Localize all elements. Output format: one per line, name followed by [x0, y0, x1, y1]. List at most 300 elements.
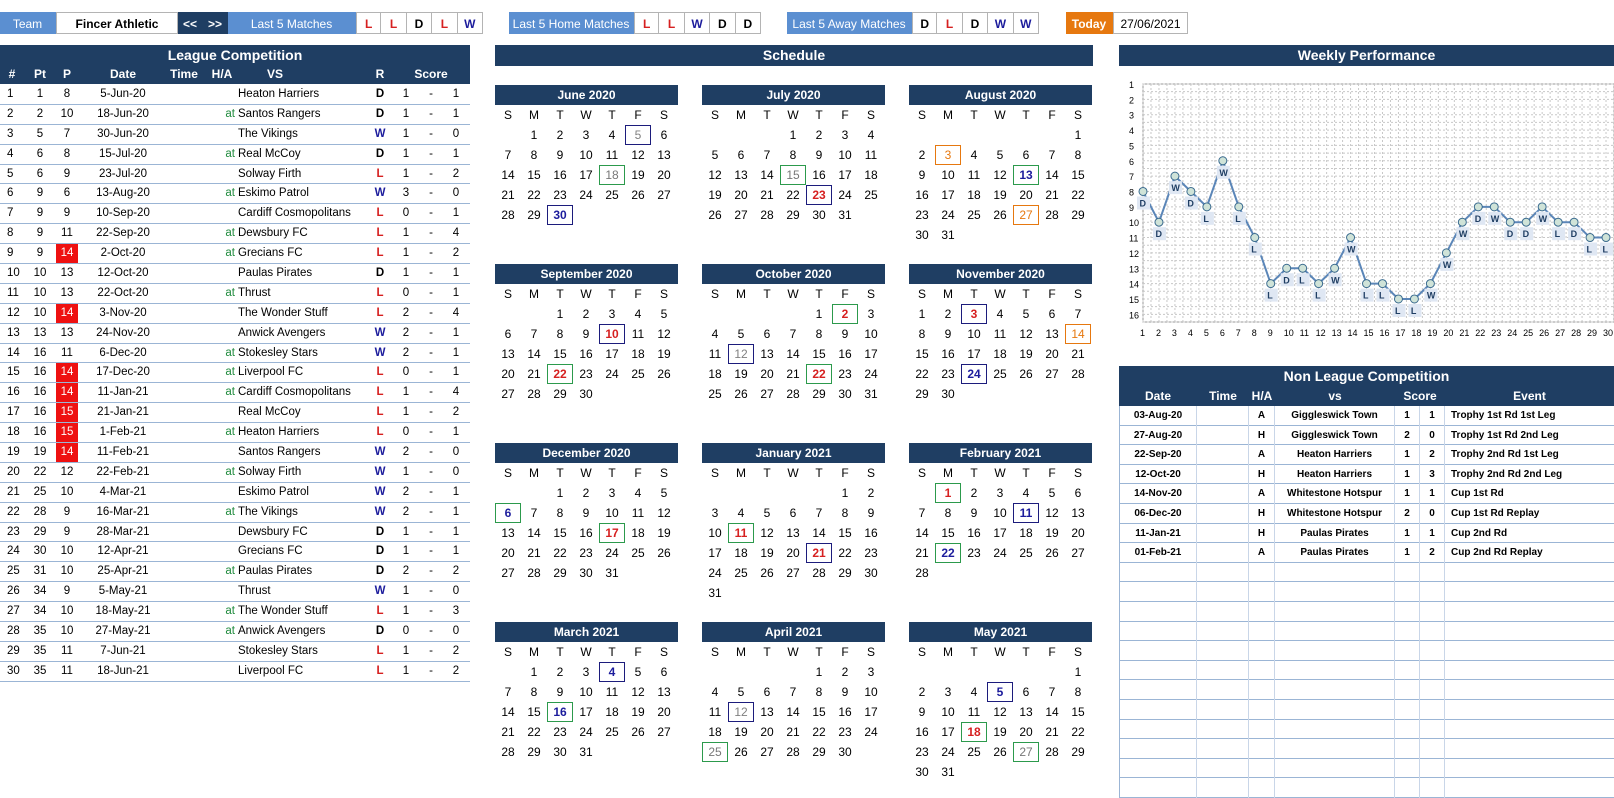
- calendar-day[interactable]: 8: [918, 327, 926, 341]
- match-day[interactable]: 12: [728, 702, 754, 722]
- calendar-day[interactable]: 3: [582, 665, 590, 679]
- calendar-day[interactable]: 25: [605, 188, 619, 202]
- calendar-day[interactable]: 20: [501, 367, 515, 381]
- calendar-day[interactable]: 13: [1045, 327, 1059, 341]
- table-row[interactable]: [1119, 465, 1614, 485]
- calendar-day[interactable]: 6: [660, 665, 668, 679]
- table-row[interactable]: [1119, 406, 1614, 426]
- calendar-day[interactable]: 9: [841, 327, 849, 341]
- calendar-day[interactable]: 5: [660, 486, 668, 500]
- calendar-day[interactable]: 6: [504, 327, 512, 341]
- calendar-day[interactable]: 19: [1045, 526, 1059, 540]
- calendar-day[interactable]: 6: [1048, 307, 1056, 321]
- calendar-day[interactable]: 27: [657, 725, 671, 739]
- match-day[interactable]: 22: [935, 543, 961, 563]
- calendar-day[interactable]: 19: [708, 188, 722, 202]
- calendar-day[interactable]: 15: [527, 705, 541, 719]
- calendar-day[interactable]: 10: [579, 685, 593, 699]
- calendar-day[interactable]: 8: [789, 148, 797, 162]
- calendar-day[interactable]: 24: [993, 546, 1007, 560]
- calendar-day[interactable]: 14: [501, 705, 515, 719]
- match-day[interactable]: 23: [806, 185, 832, 205]
- calendar-day[interactable]: 1: [789, 128, 797, 142]
- calendar-day[interactable]: 27: [786, 566, 800, 580]
- calendar-day[interactable]: 20: [657, 705, 671, 719]
- calendar-day[interactable]: 17: [864, 347, 878, 361]
- calendar-day[interactable]: 2: [841, 665, 849, 679]
- empty-row[interactable]: [1119, 739, 1614, 759]
- calendar-day[interactable]: 5: [1048, 486, 1056, 500]
- empty-row[interactable]: [1119, 563, 1614, 583]
- calendar-day[interactable]: 2: [970, 486, 978, 500]
- calendar-day[interactable]: 5: [737, 327, 745, 341]
- calendar-day[interactable]: 27: [501, 387, 515, 401]
- match-day[interactable]: 5: [987, 682, 1013, 702]
- calendar-day[interactable]: 21: [527, 367, 541, 381]
- calendar-day[interactable]: 14: [915, 526, 929, 540]
- calendar-day[interactable]: 15: [915, 347, 929, 361]
- calendar-day[interactable]: 2: [582, 307, 590, 321]
- calendar-day[interactable]: 3: [608, 486, 616, 500]
- calendar-day[interactable]: 28: [527, 387, 541, 401]
- calendar-day[interactable]: 16: [838, 347, 852, 361]
- calendar-day[interactable]: 15: [1071, 705, 1085, 719]
- calendar-day[interactable]: 8: [815, 327, 823, 341]
- calendar-day[interactable]: 23: [579, 546, 593, 560]
- calendar-day[interactable]: 25: [631, 546, 645, 560]
- match-day[interactable]: 14: [1065, 324, 1091, 344]
- calendar-day[interactable]: 26: [1045, 546, 1059, 560]
- calendar-day[interactable]: 27: [1045, 367, 1059, 381]
- calendar-day[interactable]: 4: [970, 685, 978, 699]
- calendar-day[interactable]: 7: [504, 685, 512, 699]
- table-row[interactable]: [0, 105, 470, 125]
- calendar-day[interactable]: 23: [838, 367, 852, 381]
- empty-row[interactable]: [1119, 680, 1614, 700]
- calendar-day[interactable]: 30: [941, 387, 955, 401]
- calendar-day[interactable]: 21: [786, 367, 800, 381]
- calendar-day[interactable]: 11: [605, 685, 619, 699]
- calendar-day[interactable]: 12: [1019, 327, 1033, 341]
- calendar-day[interactable]: 13: [1071, 506, 1085, 520]
- calendar-day[interactable]: 4: [634, 307, 642, 321]
- calendar-day[interactable]: 7: [504, 148, 512, 162]
- table-row[interactable]: [0, 383, 470, 403]
- table-row[interactable]: [0, 244, 470, 264]
- calendar-day[interactable]: 27: [657, 188, 671, 202]
- calendar-day[interactable]: 5: [1022, 307, 1030, 321]
- calendar-day[interactable]: 7: [789, 685, 797, 699]
- calendar-day[interactable]: 8: [815, 685, 823, 699]
- table-row[interactable]: [0, 403, 470, 423]
- calendar-day[interactable]: 23: [553, 725, 567, 739]
- calendar-day[interactable]: 20: [657, 168, 671, 182]
- calendar-day[interactable]: 4: [1022, 486, 1030, 500]
- calendar-day[interactable]: 4: [711, 327, 719, 341]
- calendar-day[interactable]: 23: [915, 745, 929, 759]
- calendar-day[interactable]: 12: [1045, 506, 1059, 520]
- calendar-day[interactable]: 7: [1074, 307, 1082, 321]
- calendar-day[interactable]: 22: [786, 188, 800, 202]
- calendar-day[interactable]: 16: [915, 725, 929, 739]
- calendar-day[interactable]: 18: [993, 347, 1007, 361]
- calendar-day[interactable]: 6: [789, 506, 797, 520]
- calendar-day[interactable]: 8: [556, 327, 564, 341]
- calendar-day[interactable]: 3: [996, 486, 1004, 500]
- match-day[interactable]: 4: [599, 662, 625, 682]
- calendar-day[interactable]: 1: [556, 307, 564, 321]
- match-day[interactable]: 21: [806, 543, 832, 563]
- calendar-day[interactable]: 15: [553, 347, 567, 361]
- calendar-day[interactable]: 19: [657, 347, 671, 361]
- calendar-day[interactable]: 21: [501, 725, 515, 739]
- calendar-day[interactable]: 9: [918, 168, 926, 182]
- calendar-day[interactable]: 1: [1074, 665, 1082, 679]
- empty-row[interactable]: [1119, 582, 1614, 602]
- calendar-day[interactable]: 1: [841, 486, 849, 500]
- calendar-day[interactable]: 17: [708, 546, 722, 560]
- calendar-day[interactable]: 19: [734, 725, 748, 739]
- calendar-day[interactable]: 2: [582, 486, 590, 500]
- calendar-day[interactable]: 17: [838, 168, 852, 182]
- calendar-day[interactable]: 10: [941, 705, 955, 719]
- calendar-day[interactable]: 17: [941, 725, 955, 739]
- calendar-day[interactable]: 28: [760, 208, 774, 222]
- calendar-day[interactable]: 28: [527, 566, 541, 580]
- calendar-day[interactable]: 16: [864, 526, 878, 540]
- calendar-day[interactable]: 25: [864, 188, 878, 202]
- calendar-day[interactable]: 5: [763, 506, 771, 520]
- calendar-day[interactable]: 18: [708, 725, 722, 739]
- calendar-day[interactable]: 12: [760, 526, 774, 540]
- match-day[interactable]: 1: [935, 483, 961, 503]
- calendar-day[interactable]: 5: [660, 307, 668, 321]
- calendar-day[interactable]: 21: [527, 546, 541, 560]
- calendar-day[interactable]: 29: [1071, 208, 1085, 222]
- calendar-day[interactable]: 12: [708, 168, 722, 182]
- calendar-day[interactable]: 16: [553, 168, 567, 182]
- calendar-day[interactable]: 21: [501, 188, 515, 202]
- calendar-day[interactable]: 1: [815, 307, 823, 321]
- calendar-day[interactable]: 9: [556, 148, 564, 162]
- calendar-day[interactable]: 17: [579, 168, 593, 182]
- calendar-day[interactable]: 16: [579, 526, 593, 540]
- calendar-day[interactable]: 7: [1048, 685, 1056, 699]
- calendar-day[interactable]: 29: [786, 208, 800, 222]
- calendar-day[interactable]: 29: [812, 387, 826, 401]
- table-row[interactable]: [1119, 426, 1614, 446]
- calendar-day[interactable]: 29: [527, 745, 541, 759]
- calendar-day[interactable]: 9: [944, 327, 952, 341]
- calendar-day[interactable]: 26: [631, 725, 645, 739]
- calendar-day[interactable]: 11: [605, 148, 619, 162]
- match-day[interactable]: 24: [961, 364, 987, 384]
- calendar-day[interactable]: 27: [760, 745, 774, 759]
- calendar-day[interactable]: 12: [657, 327, 671, 341]
- calendar-day[interactable]: 1: [556, 486, 564, 500]
- calendar-day[interactable]: 31: [605, 566, 619, 580]
- calendar-day[interactable]: 4: [970, 148, 978, 162]
- calendar-day[interactable]: 24: [605, 367, 619, 381]
- calendar-day[interactable]: 28: [812, 566, 826, 580]
- calendar-day[interactable]: 26: [1019, 367, 1033, 381]
- table-row[interactable]: [0, 483, 470, 503]
- prev-team-button[interactable]: <<: [178, 12, 203, 34]
- calendar-day[interactable]: 22: [553, 546, 567, 560]
- calendar-day[interactable]: 20: [1071, 526, 1085, 540]
- calendar-day[interactable]: 30: [812, 208, 826, 222]
- calendar-day[interactable]: 24: [864, 367, 878, 381]
- calendar-day[interactable]: 22: [527, 725, 541, 739]
- calendar-day[interactable]: 20: [786, 546, 800, 560]
- match-day[interactable]: 18: [599, 165, 625, 185]
- calendar-day[interactable]: 29: [812, 745, 826, 759]
- calendar-day[interactable]: 31: [864, 387, 878, 401]
- calendar-day[interactable]: 10: [838, 148, 852, 162]
- table-row[interactable]: [0, 344, 470, 364]
- table-row[interactable]: [0, 443, 470, 463]
- table-row[interactable]: [1119, 543, 1614, 563]
- calendar-day[interactable]: 19: [760, 546, 774, 560]
- match-day[interactable]: 22: [806, 364, 832, 384]
- match-day[interactable]: 11: [728, 523, 754, 543]
- calendar-day[interactable]: 28: [501, 208, 515, 222]
- calendar-day[interactable]: 14: [760, 168, 774, 182]
- calendar-day[interactable]: 6: [1074, 486, 1082, 500]
- empty-row[interactable]: [1119, 759, 1614, 779]
- calendar-day[interactable]: 7: [918, 506, 926, 520]
- next-team-button[interactable]: >>: [203, 12, 228, 34]
- calendar-day[interactable]: 16: [941, 347, 955, 361]
- empty-row[interactable]: [1119, 661, 1614, 681]
- match-day[interactable]: 11: [1013, 503, 1039, 523]
- calendar-day[interactable]: 6: [1022, 148, 1030, 162]
- calendar-day[interactable]: 25: [734, 566, 748, 580]
- calendar-day[interactable]: 13: [501, 526, 515, 540]
- calendar-day[interactable]: 21: [760, 188, 774, 202]
- calendar-day[interactable]: 7: [789, 327, 797, 341]
- table-row[interactable]: [0, 523, 470, 543]
- calendar-day[interactable]: 7: [815, 506, 823, 520]
- calendar-day[interactable]: 8: [841, 506, 849, 520]
- calendar-day[interactable]: 3: [867, 307, 875, 321]
- calendar-day[interactable]: 31: [579, 745, 593, 759]
- calendar-day[interactable]: 25: [1019, 546, 1033, 560]
- calendar-day[interactable]: 8: [556, 506, 564, 520]
- calendar-day[interactable]: 2: [556, 665, 564, 679]
- calendar-day[interactable]: 15: [941, 526, 955, 540]
- calendar-day[interactable]: 9: [815, 148, 823, 162]
- calendar-day[interactable]: 26: [993, 208, 1007, 222]
- calendar-day[interactable]: 8: [530, 148, 538, 162]
- calendar-day[interactable]: 4: [711, 685, 719, 699]
- calendar-day[interactable]: 29: [838, 566, 852, 580]
- calendar-day[interactable]: 23: [838, 725, 852, 739]
- calendar-day[interactable]: 25: [605, 725, 619, 739]
- calendar-day[interactable]: 22: [838, 546, 852, 560]
- table-row[interactable]: [0, 165, 470, 185]
- calendar-day[interactable]: 3: [944, 685, 952, 699]
- calendar-day[interactable]: 21: [786, 725, 800, 739]
- table-row[interactable]: [0, 562, 470, 582]
- calendar-day[interactable]: 10: [864, 685, 878, 699]
- calendar-day[interactable]: 14: [1045, 705, 1059, 719]
- match-day[interactable]: 3: [961, 304, 987, 324]
- calendar-day[interactable]: 17: [579, 705, 593, 719]
- calendar-day[interactable]: 1: [1074, 128, 1082, 142]
- calendar-day[interactable]: 20: [734, 188, 748, 202]
- calendar-day[interactable]: 16: [812, 168, 826, 182]
- calendar-day[interactable]: 7: [530, 506, 538, 520]
- match-day[interactable]: 30: [547, 205, 573, 225]
- calendar-day[interactable]: 14: [527, 347, 541, 361]
- empty-row[interactable]: [1119, 641, 1614, 661]
- calendar-day[interactable]: 19: [993, 188, 1007, 202]
- calendar-day[interactable]: 21: [1045, 725, 1059, 739]
- calendar-day[interactable]: 25: [631, 367, 645, 381]
- calendar-day[interactable]: 13: [501, 347, 515, 361]
- calendar-day[interactable]: 27: [1071, 546, 1085, 560]
- match-day[interactable]: 27: [1013, 205, 1039, 225]
- table-row[interactable]: [0, 304, 470, 324]
- calendar-day[interactable]: 23: [967, 546, 981, 560]
- calendar-day[interactable]: 13: [760, 347, 774, 361]
- calendar-day[interactable]: 2: [918, 148, 926, 162]
- calendar-day[interactable]: 14: [1045, 168, 1059, 182]
- calendar-day[interactable]: 26: [734, 745, 748, 759]
- calendar-day[interactable]: 15: [838, 526, 852, 540]
- calendar-day[interactable]: 26: [631, 188, 645, 202]
- table-row[interactable]: [0, 145, 470, 165]
- calendar-day[interactable]: 11: [708, 705, 722, 719]
- calendar-day[interactable]: 6: [660, 128, 668, 142]
- calendar-day[interactable]: 28: [915, 566, 929, 580]
- calendar-day[interactable]: 11: [993, 327, 1007, 341]
- calendar-day[interactable]: 14: [786, 347, 800, 361]
- calendar-day[interactable]: 22: [1071, 725, 1085, 739]
- calendar-day[interactable]: 29: [527, 208, 541, 222]
- table-row[interactable]: [1119, 504, 1614, 524]
- calendar-day[interactable]: 30: [553, 745, 567, 759]
- calendar-day[interactable]: 3: [841, 128, 849, 142]
- calendar-day[interactable]: 5: [634, 665, 642, 679]
- calendar-day[interactable]: 30: [838, 387, 852, 401]
- table-row[interactable]: [0, 602, 470, 622]
- calendar-day[interactable]: 2: [556, 128, 564, 142]
- calendar-day[interactable]: 30: [915, 228, 929, 242]
- table-row[interactable]: [1119, 445, 1614, 465]
- calendar-day[interactable]: 20: [1019, 188, 1033, 202]
- calendar-day[interactable]: 2: [918, 685, 926, 699]
- match-day[interactable]: 3: [935, 145, 961, 165]
- calendar-day[interactable]: 27: [734, 208, 748, 222]
- calendar-day[interactable]: 22: [527, 188, 541, 202]
- calendar-day[interactable]: 18: [967, 188, 981, 202]
- calendar-day[interactable]: 24: [838, 188, 852, 202]
- calendar-day[interactable]: 9: [970, 506, 978, 520]
- calendar-day[interactable]: 20: [760, 367, 774, 381]
- match-day[interactable]: 6: [495, 503, 521, 523]
- table-row[interactable]: [0, 503, 470, 523]
- calendar-day[interactable]: 14: [786, 705, 800, 719]
- match-day[interactable]: 5: [625, 125, 651, 145]
- calendar-day[interactable]: 17: [605, 347, 619, 361]
- calendar-day[interactable]: 23: [864, 546, 878, 560]
- calendar-day[interactable]: 20: [1045, 347, 1059, 361]
- table-row[interactable]: [0, 125, 470, 145]
- calendar-day[interactable]: 13: [657, 685, 671, 699]
- calendar-day[interactable]: 19: [734, 367, 748, 381]
- calendar-day[interactable]: 9: [582, 327, 590, 341]
- match-day[interactable]: 2: [832, 304, 858, 324]
- match-day[interactable]: 16: [547, 702, 573, 722]
- calendar-day[interactable]: 5: [996, 148, 1004, 162]
- calendar-day[interactable]: 21: [1071, 347, 1085, 361]
- table-row[interactable]: [0, 622, 470, 642]
- calendar-day[interactable]: 23: [941, 367, 955, 381]
- calendar-day[interactable]: 1: [815, 665, 823, 679]
- calendar-day[interactable]: 18: [631, 347, 645, 361]
- calendar-day[interactable]: 17: [967, 347, 981, 361]
- calendar-day[interactable]: 4: [867, 128, 875, 142]
- calendar-day[interactable]: 29: [1071, 745, 1085, 759]
- calendar-day[interactable]: 6: [737, 148, 745, 162]
- table-row[interactable]: [0, 363, 470, 383]
- calendar-day[interactable]: 7: [763, 148, 771, 162]
- calendar-day[interactable]: 30: [838, 745, 852, 759]
- table-row[interactable]: [1119, 524, 1614, 544]
- calendar-day[interactable]: 13: [734, 168, 748, 182]
- calendar-day[interactable]: 6: [763, 327, 771, 341]
- calendar-day[interactable]: 8: [530, 685, 538, 699]
- calendar-day[interactable]: 8: [1074, 148, 1082, 162]
- calendar-day[interactable]: 30: [579, 387, 593, 401]
- calendar-day[interactable]: 2: [815, 128, 823, 142]
- calendar-day[interactable]: 31: [708, 586, 722, 600]
- table-row[interactable]: [0, 224, 470, 244]
- table-row[interactable]: [0, 463, 470, 483]
- calendar-day[interactable]: 23: [553, 188, 567, 202]
- calendar-day[interactable]: 28: [501, 745, 515, 759]
- calendar-day[interactable]: 1: [530, 128, 538, 142]
- calendar-day[interactable]: 23: [915, 208, 929, 222]
- calendar-day[interactable]: 4: [737, 506, 745, 520]
- calendar-day[interactable]: 14: [501, 168, 515, 182]
- table-row[interactable]: [0, 542, 470, 562]
- calendar-day[interactable]: 18: [864, 168, 878, 182]
- calendar-day[interactable]: 26: [657, 367, 671, 381]
- calendar-day[interactable]: 17: [941, 188, 955, 202]
- calendar-day[interactable]: 18: [631, 526, 645, 540]
- calendar-day[interactable]: 13: [760, 705, 774, 719]
- calendar-day[interactable]: 20: [760, 725, 774, 739]
- calendar-day[interactable]: 16: [915, 188, 929, 202]
- calendar-day[interactable]: 20: [1019, 725, 1033, 739]
- calendar-day[interactable]: 25: [708, 387, 722, 401]
- empty-row[interactable]: [1119, 622, 1614, 642]
- calendar-day[interactable]: 15: [812, 705, 826, 719]
- calendar-day[interactable]: 12: [993, 705, 1007, 719]
- calendar-day[interactable]: 13: [786, 526, 800, 540]
- match-day[interactable]: 22: [547, 364, 573, 384]
- calendar-day[interactable]: 24: [605, 546, 619, 560]
- calendar-day[interactable]: 27: [501, 566, 515, 580]
- calendar-day[interactable]: 26: [993, 745, 1007, 759]
- calendar-day[interactable]: 17: [864, 705, 878, 719]
- calendar-day[interactable]: 9: [841, 685, 849, 699]
- calendar-day[interactable]: 24: [941, 208, 955, 222]
- calendar-day[interactable]: 23: [579, 367, 593, 381]
